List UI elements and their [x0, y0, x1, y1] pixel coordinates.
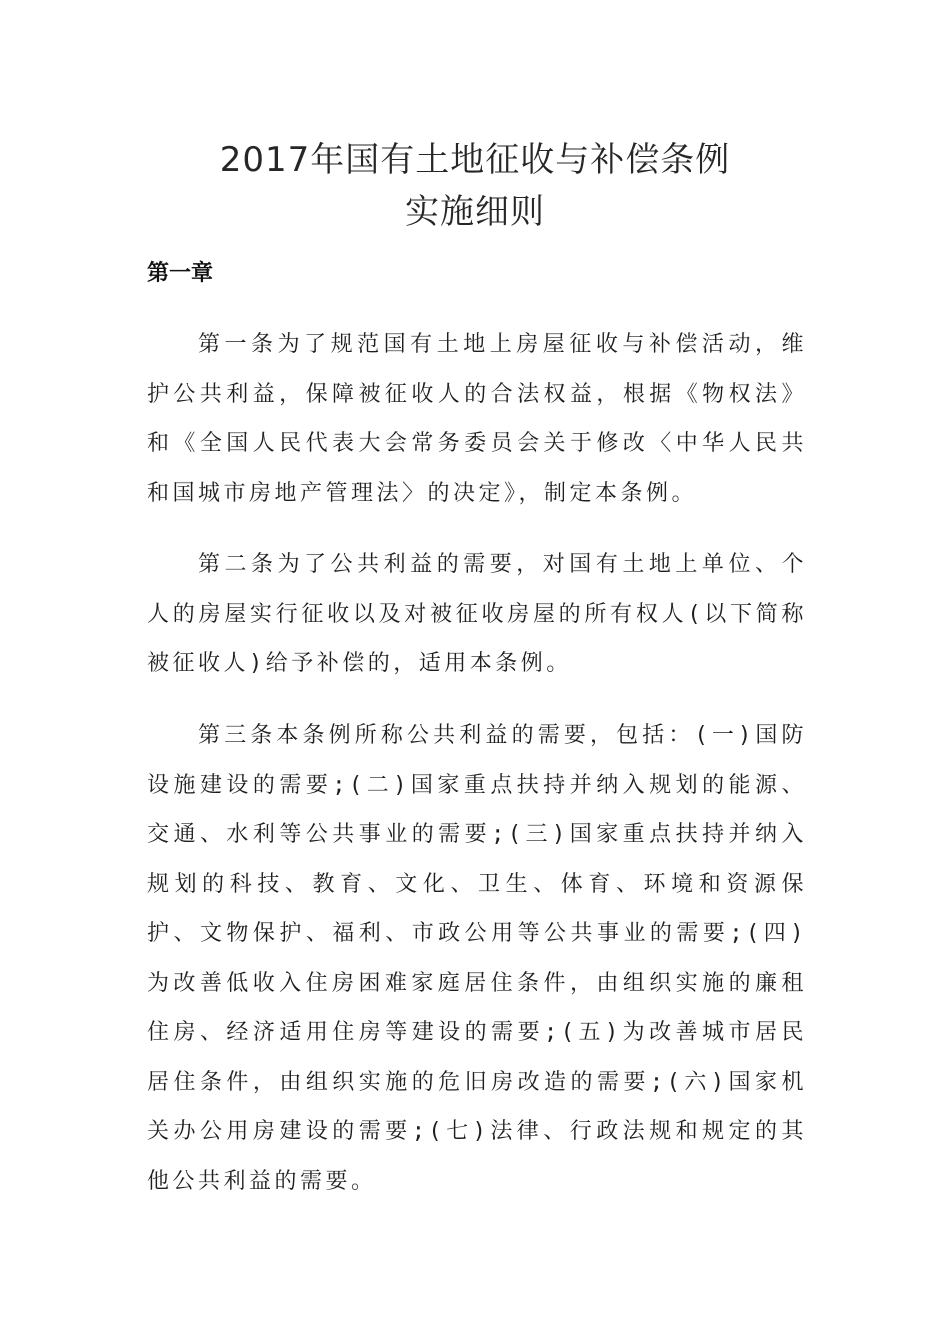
article-2-paragraph: 第二条为了公共利益的需要，对国有土地上单位、个人的房屋实行征收以及对被征收房屋的所有权人(以下简称被征收人)给予补偿的，适用本条例。 — [147, 552, 807, 676]
document-title-line-2: 实施细则 — [405, 192, 545, 232]
article-3-paragraph: 第三条本条例所称公共利益的需要，包括：(一)国防设施建设的需要;(二)国家重点扶持并纳入规划的能源、交通、水利等公共事业的需要;(三)国家重点扶持并纳入规划的科技、教育、文化、卫生、体育、环境和资源保护、文物保护、福利、市政公用等公共事业的需要;(四)为改善低收入住房困难家庭居住条件，由组织实施的廉租住房、经济适用住房等建设的需要;(五)为改善城市居民居住条件，由组织实施的危旧房改造的需要;(六)国家机关办公用房建设的需要;(七)法律、行政法规和规定的其他公共利益的需要。 — [147, 723, 807, 1194]
article-1-paragraph: 第一条为了规范国有土地上房屋征收与补偿活动，维护公共利益，保障被征收人的合法权益，根据《物权法》和《全国人民代表大会常务委员会关于修改〈中华人民共和国城市房地产管理法〉的决定》，制定本条例。 — [147, 332, 807, 506]
chapter-heading: 第一章 — [147, 261, 214, 286]
document-title-line-1: 2017年国有土地征收与补偿条例 — [219, 140, 731, 180]
